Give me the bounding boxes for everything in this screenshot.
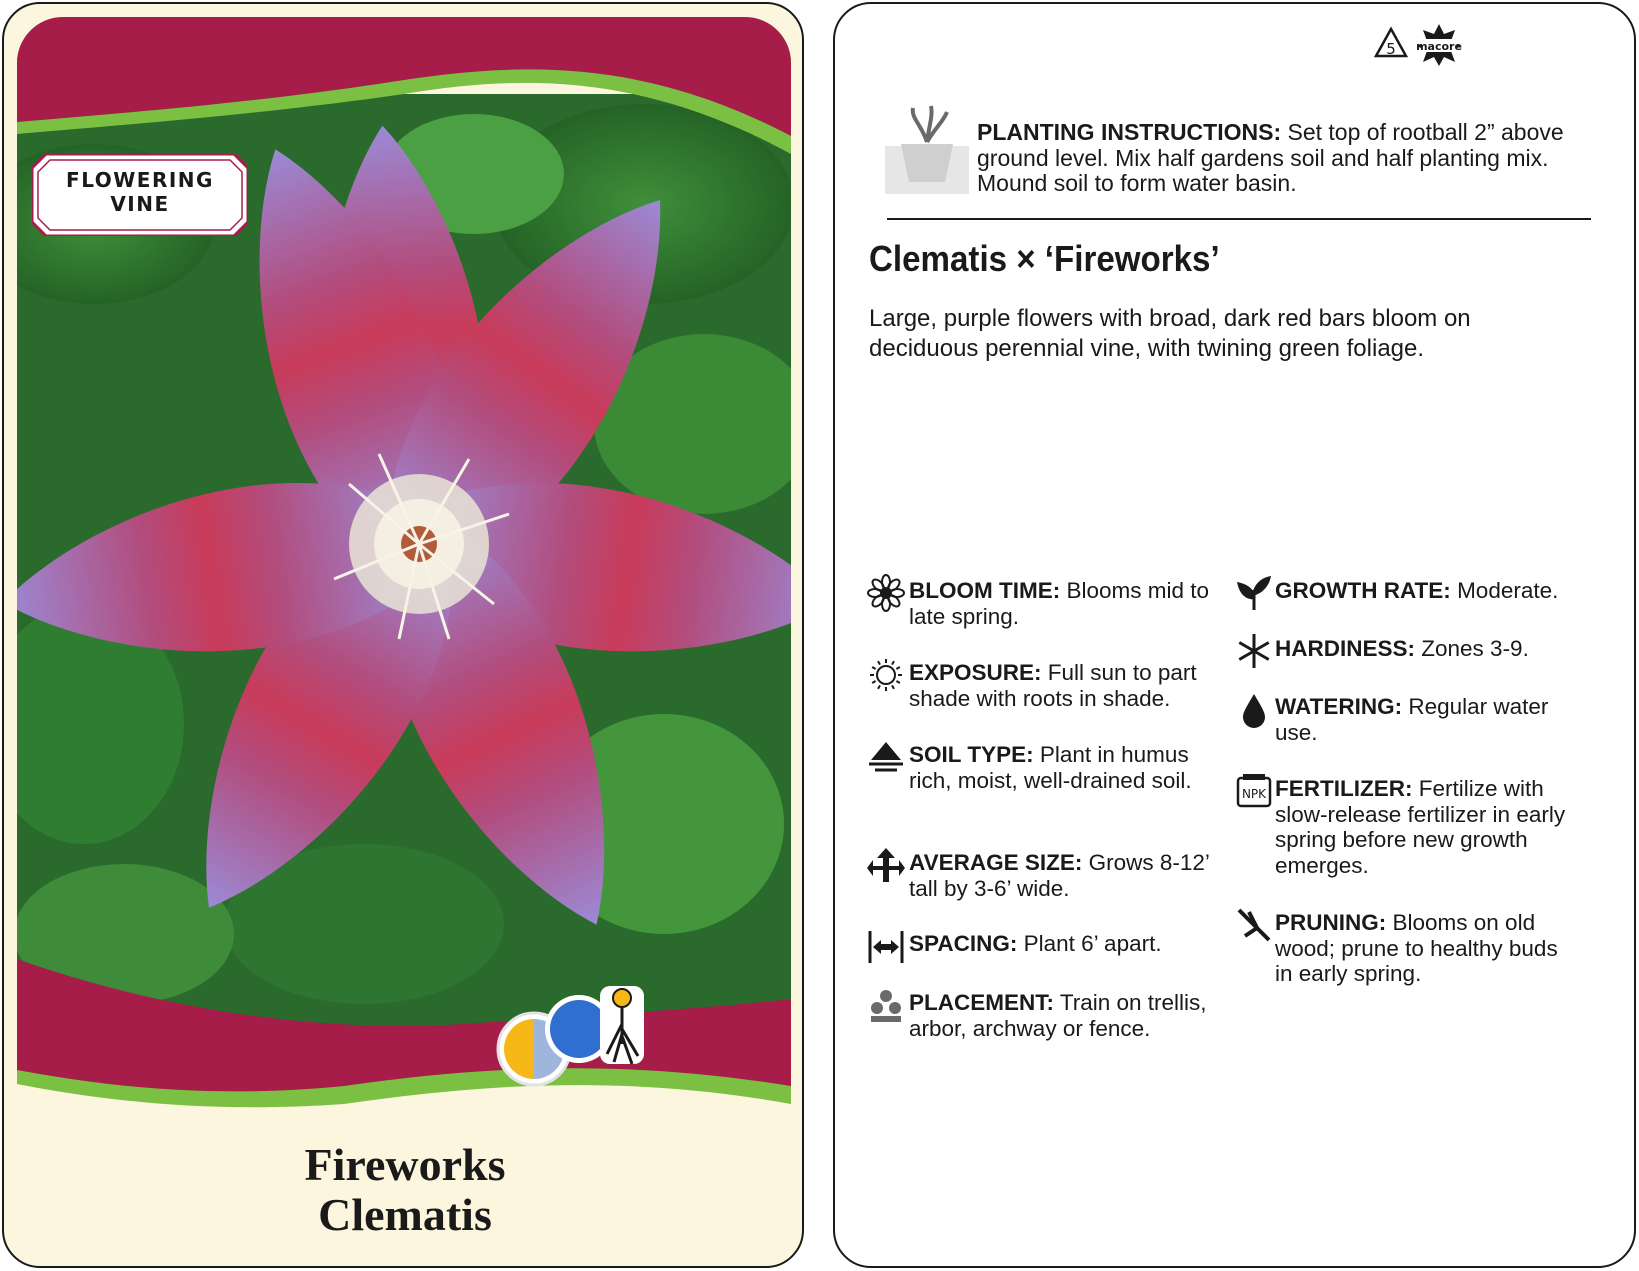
planting-label: PLANTING INSTRUCTIONS: — [977, 119, 1282, 145]
npk-fertilizer-icon — [1235, 772, 1273, 810]
snowflake-icon — [1235, 632, 1273, 670]
divider — [887, 218, 1591, 220]
category-tag-line-1: FLOWERING — [66, 168, 214, 192]
care-info-item — [909, 931, 1219, 957]
care-info-text: Zones 3-9. — [1415, 636, 1529, 661]
recycle-5-icon — [1373, 26, 1409, 64]
care-info-label: SOIL TYPE: — [909, 742, 1034, 767]
size-arrows-icon — [867, 846, 905, 884]
spacing-icon — [867, 927, 905, 965]
bloom-flower-icon — [867, 574, 905, 612]
care-info-label: HARDINESS: — [1275, 636, 1416, 661]
care-info-item — [909, 990, 1219, 1041]
care-info-text: Full sun to part shade with roots in shade. — [909, 660, 1197, 711]
category-tag-line-2: VINE — [110, 192, 170, 216]
svg-text:5: 5 — [1386, 40, 1396, 58]
pruners-icon — [1235, 906, 1273, 944]
care-info-text: Fertilize with slow-release fertilizer in early spring before new growth emerges. — [1275, 776, 1566, 878]
care-info-item — [1275, 636, 1575, 662]
common-name-line-1: Fireworks — [304, 1139, 506, 1190]
front-plant-tag — [2, 2, 804, 1268]
care-info-item — [909, 850, 1219, 901]
water-drop-icon — [1235, 690, 1273, 728]
care-info-label: FERTILIZER: — [1275, 776, 1413, 801]
care-info-item — [1275, 910, 1575, 987]
care-info-text: Blooms mid to late spring. — [909, 578, 1210, 629]
back-plant-tag — [833, 2, 1636, 1268]
care-info-label: BLOOM TIME: — [909, 578, 1061, 603]
care-info-item — [909, 742, 1219, 793]
placement-icon — [867, 986, 905, 1024]
botanical-name: Clematis × ‘Fireworks’ — [869, 238, 1220, 279]
care-info-label: PLACEMENT: — [909, 990, 1054, 1015]
sun-icon — [867, 656, 905, 694]
growth-sprout-icon — [1235, 574, 1273, 612]
care-info-label: WATERING: — [1275, 694, 1403, 719]
care-info-label: AVERAGE SIZE: — [909, 850, 1083, 875]
care-info-item — [1275, 776, 1575, 878]
planting-pot-icon — [885, 104, 969, 194]
care-info-text: Train on trellis, arbor, archway or fence. — [909, 990, 1207, 1041]
care-info-item — [909, 578, 1219, 629]
care-info-text: Plant 6’ apart. — [1017, 931, 1162, 956]
flower-roots-icon — [600, 986, 644, 1064]
planting-text: Set top of rootball 2” above ground level. Mix half gardens soil and half planting mix. Mound soil to form water basin. — [977, 119, 1564, 196]
plant-description: Large, purple flowers with broad, dark red bars bloom on deciduous perennial vine, with twining green foliage. — [869, 305, 1471, 362]
care-info-label: SPACING: — [909, 931, 1018, 956]
care-info-label: EXPOSURE: — [909, 660, 1042, 685]
svg-text:NPK: NPK — [1241, 787, 1267, 801]
care-info-item — [1275, 578, 1575, 604]
common-name-line-2: Clematis — [318, 1189, 492, 1240]
macore-logo-icon — [1415, 22, 1463, 66]
soil-icon — [867, 738, 905, 776]
care-info-label: PRUNING: — [1275, 910, 1387, 935]
category-tag — [32, 154, 248, 236]
care-info-item — [909, 660, 1219, 711]
care-info-text: Moderate. — [1450, 578, 1559, 603]
care-info-text: Blooms on old wood; prune to healthy buds in early spring. — [1275, 910, 1558, 986]
planting-instructions — [977, 120, 1597, 197]
care-info-text: Plant in humus rich, moist, well-drained soil. — [909, 742, 1192, 793]
care-info-text: Regular water use. — [1275, 694, 1549, 745]
care-info-item — [1275, 694, 1575, 745]
care-info-label: GROWTH RATE: — [1275, 578, 1451, 603]
care-info-text: Grows 8-12’ tall by 3-6’ wide. — [909, 850, 1210, 901]
svg-text:macore: macore — [1416, 40, 1462, 53]
